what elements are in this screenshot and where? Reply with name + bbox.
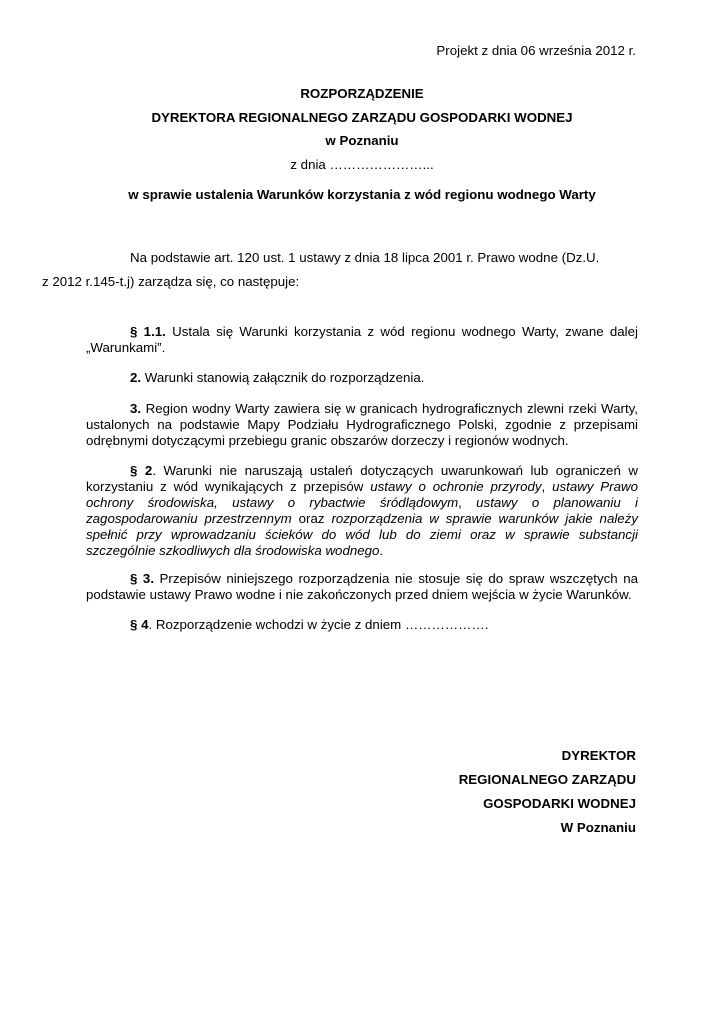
section-2-text-b: , — [541, 479, 553, 494]
section-1-text: Ustala się Warunki korzystania z wód regionu wodnego Warty, zwane dalej „Warunkami”. — [86, 324, 638, 355]
section-1-2-text: Warunki stanowią załącznik do rozporządzenia. — [141, 370, 425, 385]
subject-line: w sprawie ustalenia Warunków korzystania z wód regionu wodnego Warty — [128, 187, 596, 202]
section-2-text-e: . — [379, 543, 384, 558]
legal-basis-line-2: z 2012 r.145-t.j) zarządza się, co następuje: — [42, 274, 300, 289]
section-3-label: § 3. — [130, 571, 155, 586]
section-2-label: § 2 — [130, 463, 153, 478]
section-2-paragraph — [86, 463, 638, 559]
section-2-italic-b: ustawy Prawo ochrony środowiska, ustawy o rybactwie śródlądowym — [86, 479, 638, 510]
draft-date-note: Projekt z dnia 06 września 2012 r. — [436, 43, 636, 58]
issue-date-line: z dnia …………………... — [290, 157, 434, 172]
section-3-paragraph — [86, 571, 638, 603]
document-type-title: ROZPORZĄDZENIE — [300, 86, 424, 101]
section-1-label: § 1.1. — [130, 324, 166, 339]
section-2-text-a: . Warunki nie naruszają ustaleń dotyczących uwarunkowań lub ograniczeń w korzystaniu z wód wynikających z przepisów — [86, 463, 638, 494]
section-2-text-c: , — [458, 495, 477, 510]
section-4-text: . Rozporządzenie wchodzi w życie z dniem ………………. — [148, 617, 489, 632]
section-2-text-d: oraz — [291, 511, 332, 526]
section-3-text: Przepisów niniejszego rozporządzenia nie stosuje się do spraw wszczętych na podstawie ustawy Prawo wodne i nie zakończonych przed dniem wejścia w życie Warunków. — [86, 571, 638, 602]
section-1-paragraph — [86, 324, 638, 356]
issuing-location: w Poznaniu — [325, 133, 399, 148]
signature-title: DYREKTOR — [561, 748, 636, 763]
section-4-label: § 4 — [130, 617, 149, 632]
section-1-3-label: 3. — [130, 401, 142, 416]
section-2-italic-a: ustawy o ochronie przyrody — [370, 479, 542, 494]
section-2-italic-c: ustawy o planowaniu i zagospodarowaniu przestrzennym — [86, 495, 638, 526]
signature-authority-line-1: REGIONALNEGO ZARZĄDU — [458, 772, 636, 787]
issuing-authority: DYREKTORA REGIONALNEGO ZARZĄDU GOSPODARKI WODNEJ — [151, 110, 573, 125]
section-2-italic-d: rozporządzenia w sprawie warunków jakie należy spełnić przy wprowadzaniu ścieków do wód lub do ziemi oraz w sprawie substancji szczególnie szkodliwych dla środowiska wodnego — [86, 511, 638, 558]
section-1-2-paragraph — [86, 370, 638, 386]
section-1-3-text: Region wodny Warty zawiera się w granicach hydrograficznych zlewni rzeki Warty, ustalonych na podstawie Mapy Podziału Hydrograficznego Polski, zgodnie z przepisami odrębnymi dotyczącymi przebiegu granic obszarów dorzeczy i regionów wodnych. — [86, 401, 638, 448]
legal-basis-line-1: Na podstawie art. 120 ust. 1 ustawy z dnia 18 lipca 2001 r. Prawo wodne (Dz.U. — [130, 250, 600, 265]
section-1-3-paragraph — [86, 401, 638, 449]
legal-basis-paragraph — [42, 246, 638, 294]
section-4-paragraph — [86, 617, 638, 633]
section-1-2-label: 2. — [130, 370, 142, 385]
signature-location: W Poznaniu — [560, 820, 636, 835]
signature-authority-line-2: GOSPODARKI WODNEJ — [483, 796, 636, 811]
